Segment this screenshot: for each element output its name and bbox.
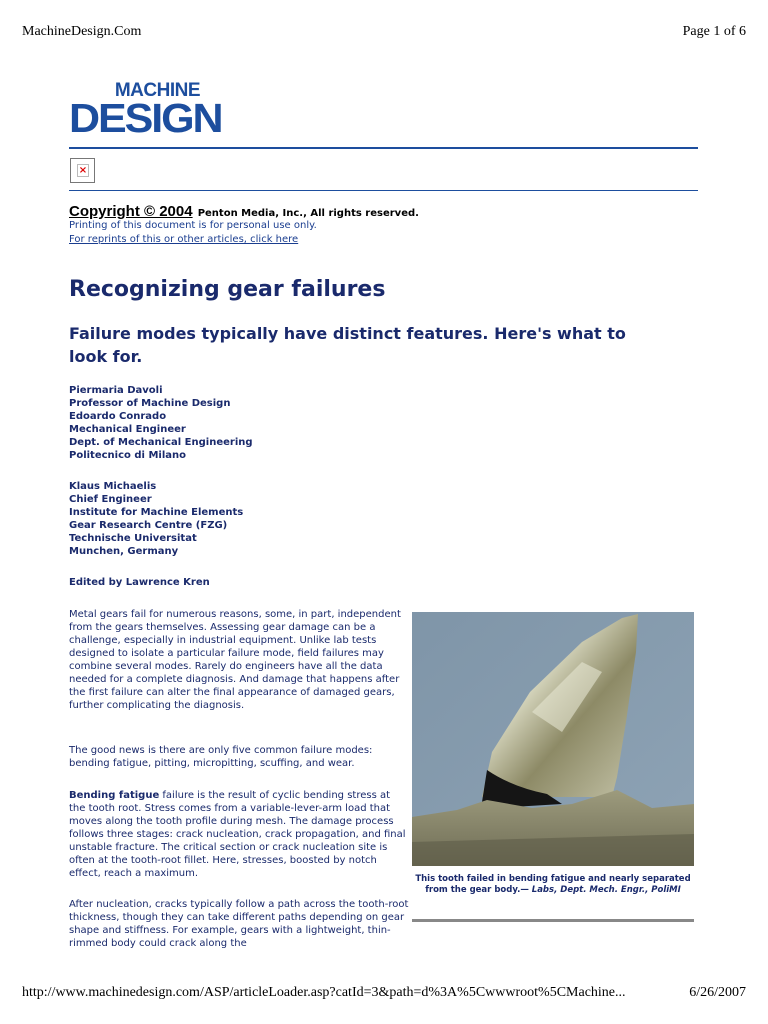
author-line: Piermaria Davoli	[69, 385, 163, 396]
copyright-rest: Penton Media, Inc., All rights reserved.	[197, 208, 419, 219]
print-note: Printing of this document is for personal use only.	[69, 220, 317, 231]
author-line: Professor of Machine Design	[69, 398, 231, 409]
author-line: Edoardo Conrado	[69, 411, 167, 422]
gear-tooth-photo	[412, 612, 694, 866]
body-paragraph: The good news is there are only five common failure modes: bending fatigue, pitting, micropitting, scuffing, and wear.	[69, 745, 373, 769]
copyright-line	[69, 201, 419, 220]
gear-tooth-image	[412, 612, 694, 866]
author-line: Chief Engineer	[69, 494, 152, 505]
caption-credit: Labs, Dept. Mech. Engr., PoliMI	[531, 885, 681, 895]
author-group-2	[69, 480, 243, 558]
author-line: Politecnico di Milano	[69, 450, 186, 461]
body-paragraph: After nucleation, cracks typically follow a path across the tooth-root thickness, though they can take different paths depending on gear shape and stiffness. For example, gears with a lightweight, thin-rimmed body could crack along the	[69, 899, 409, 949]
body-paragraph	[69, 789, 409, 880]
paragraph-text: failure is the result of cyclic bending stress at the tooth root. Stress comes from a variable-lever-arm load that moves along the tooth profile during mesh. The damage process follows three stages: crack nucleation, crack propagation, and final unstable fracture. The critical section or crack nucleation site is often at the tooth-root fillet. Here, stresses, boosted by notch effect, reach a maximum.	[69, 790, 406, 879]
footer-url: http://www.machinedesign.com/ASP/articleLoader.asp?catId=3&path=d%3A%5Cwwwroot%5CMachine...	[22, 985, 626, 1000]
term-bending-fatigue: Bending fatigue	[69, 790, 160, 801]
header-page-number: Page 1 of 6	[682, 24, 746, 39]
header-site: MachineDesign.Com	[22, 24, 142, 39]
logo-line2: DESIGN	[69, 95, 222, 141]
author-line: Dept. of Mechanical Engineering	[69, 437, 253, 448]
copyright-main: Copyright © 2004	[69, 203, 193, 220]
article-subtitle: Failure modes typically have distinct features. Here's what to look for.	[69, 324, 626, 366]
body-paragraph: Metal gears fail for numerous reasons, some, in part, independent from the gears themselves. Assessing gear damage can be a challenge, especially in industrial equipment. Unlike lab tests designed to isolate a particular failure mode, field failures may combine several modes. Rarely do engineers have all the data needed for a complete diagnosis. And damage that happens after the first failure can alter the final appearance of damaged gears, further complicating the diagnosis.	[69, 609, 401, 711]
machine-design-logo[interactable]	[69, 80, 222, 141]
article-title: Recognizing gear failures	[69, 277, 386, 302]
figure-caption	[412, 874, 694, 896]
divider	[69, 190, 698, 191]
broken-image-icon: ×	[70, 158, 95, 183]
caption-divider	[412, 919, 694, 922]
author-line: Gear Research Centre (FZG)	[69, 520, 228, 531]
author-group-1	[69, 384, 253, 462]
copyright-note	[69, 219, 317, 247]
author-line: Institute for Machine Elements	[69, 507, 244, 518]
footer-date: 6/26/2007	[689, 985, 746, 1000]
author-line: Klaus Michaelis	[69, 481, 157, 492]
editor-credit: Edited by Lawrence Kren	[69, 577, 210, 588]
logo-line1: MACHINE	[114, 80, 200, 101]
author-line: Mechanical Engineer	[69, 424, 186, 435]
author-line: Technische Universitat	[69, 533, 197, 544]
author-line: Munchen, Germany	[69, 546, 179, 557]
reprints-link[interactable]: For reprints of this or other articles, click here	[69, 234, 299, 245]
caption-main: This tooth failed in bending fatigue and nearly separated from the gear body.—	[415, 874, 691, 895]
divider	[69, 147, 698, 149]
